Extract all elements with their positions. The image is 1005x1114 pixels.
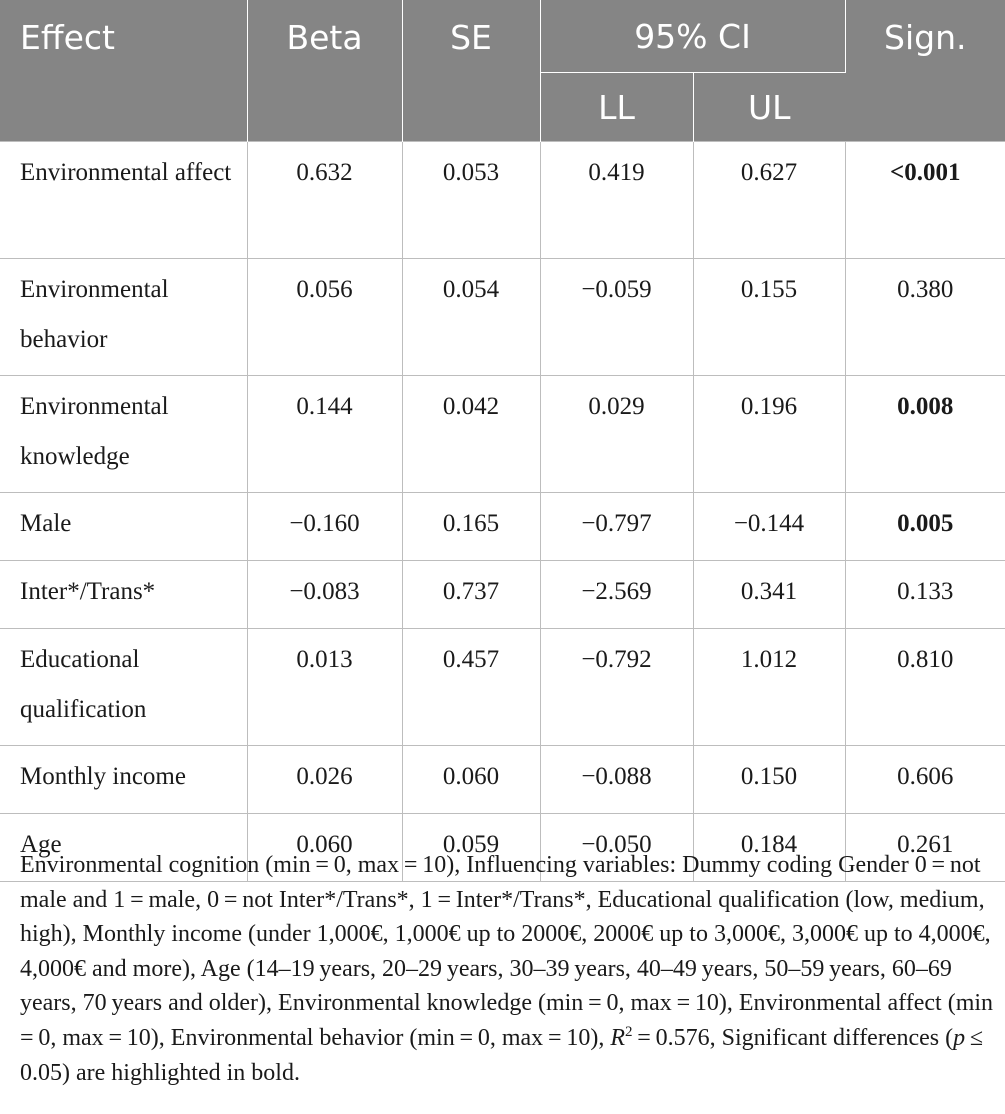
cell-sign: 0.261 <box>845 814 1005 882</box>
table-row <box>0 493 1005 561</box>
header-ll: LL <box>540 73 693 142</box>
cell-ul: 0.184 <box>693 814 845 882</box>
cell-sign: 0.133 <box>845 561 1005 629</box>
cell-beta: 0.026 <box>247 746 402 814</box>
cell-ul: 0.627 <box>693 142 845 259</box>
cell-se: 0.054 <box>402 259 540 376</box>
header-se: SE <box>402 0 540 142</box>
table-row <box>0 259 1005 376</box>
footnote-end: ≤ 0.05) are highlighted in bold. <box>20 1024 988 1086</box>
cell-ul: −0.144 <box>693 493 845 561</box>
cell-se: 0.053 <box>402 142 540 259</box>
cell-se: 0.060 <box>402 746 540 814</box>
cell-ll: −0.797 <box>540 493 693 561</box>
cell-se: 0.737 <box>402 561 540 629</box>
cell-effect: Inter*/Trans* <box>0 561 247 629</box>
cell-ul: 0.155 <box>693 259 845 376</box>
cell-effect: Monthly income <box>0 746 247 814</box>
table-body <box>0 142 1005 882</box>
cell-sign <box>845 376 1005 493</box>
cell-ll: −0.088 <box>540 746 693 814</box>
cell-ul: 0.196 <box>693 376 845 493</box>
cell-beta: 0.056 <box>247 259 402 376</box>
header-beta: Beta <box>247 0 402 142</box>
cell-ll: 0.419 <box>540 142 693 259</box>
cell-effect: Educational qualification <box>0 629 247 746</box>
cell-ul: 0.150 <box>693 746 845 814</box>
table-row <box>0 629 1005 746</box>
table-row <box>0 376 1005 493</box>
cell-beta: 0.144 <box>247 376 402 493</box>
cell-ll: −0.050 <box>540 814 693 882</box>
table-header <box>0 0 1005 142</box>
cell-effect: Male <box>0 493 247 561</box>
cell-ll: −0.059 <box>540 259 693 376</box>
header-sign: Sign. <box>845 0 1005 142</box>
cell-sign: 0.810 <box>845 629 1005 746</box>
cell-beta: 0.632 <box>247 142 402 259</box>
sign-value: 0.008 <box>897 393 954 420</box>
cell-effect: Environmental knowledge <box>0 376 247 493</box>
cell-ll: −0.792 <box>540 629 693 746</box>
cell-effect: Environmental behavior <box>0 259 247 376</box>
p-symbol: p <box>953 1024 966 1051</box>
cell-se: 0.165 <box>402 493 540 561</box>
sign-value: 0.001 <box>904 159 961 186</box>
footnote-text: Environmental cognition (min = 0, max = 10), Influencing variables: Dummy coding Gender 0 = not male and 1 = male, 0 = not Inter*/Trans*, 1 = Inter*/Trans*, Educational qualification (low, medium, high), Monthly income (under 1,000€, 1,000€ up to 2000€, 2000€ up to 3,000€, 3,000€ up to 4,000€, 4,000€ and more), Age (14–19 years, 20–29 years, 30–39 years, 40–49 years, 50–59 years, 60–69 years, 70 years and older), Environmental knowledge (min = 0, max = 10), Environmental affect (min = 0, max = 10), Environmental behavior (min = 0, max = 10), <box>20 852 998 1051</box>
table-footnote <box>20 848 1000 1090</box>
header-effect: Effect <box>0 0 247 142</box>
cell-ll: 0.029 <box>540 376 693 493</box>
header-ul: UL <box>693 73 845 142</box>
cell-sign: 0.380 <box>845 259 1005 376</box>
cell-effect: Environmental affect <box>0 142 247 259</box>
cell-effect: Age <box>0 814 247 882</box>
r-squared-exponent: 2 <box>625 1023 633 1040</box>
header-ci: 95% CI <box>540 0 845 73</box>
cell-ul: 1.012 <box>693 629 845 746</box>
cell-se: 0.457 <box>402 629 540 746</box>
cell-ll: −2.569 <box>540 561 693 629</box>
cell-sign <box>845 493 1005 561</box>
cell-beta: 0.013 <box>247 629 402 746</box>
table-row <box>0 746 1005 814</box>
r-squared-value: = 0.576, Significant differences ( <box>632 1024 954 1051</box>
cell-beta: 0.060 <box>247 814 402 882</box>
sign-prefix: < <box>890 159 905 186</box>
sign-value: 0.005 <box>897 510 954 537</box>
table-row <box>0 142 1005 259</box>
cell-beta: −0.083 <box>247 561 402 629</box>
cell-se: 0.042 <box>402 376 540 493</box>
cell-sign <box>845 142 1005 259</box>
r-squared-symbol: R <box>610 1024 625 1051</box>
cell-beta: −0.160 <box>247 493 402 561</box>
cell-sign: 0.606 <box>845 746 1005 814</box>
cell-se: 0.059 <box>402 814 540 882</box>
cell-ul: 0.341 <box>693 561 845 629</box>
table-row <box>0 561 1005 629</box>
